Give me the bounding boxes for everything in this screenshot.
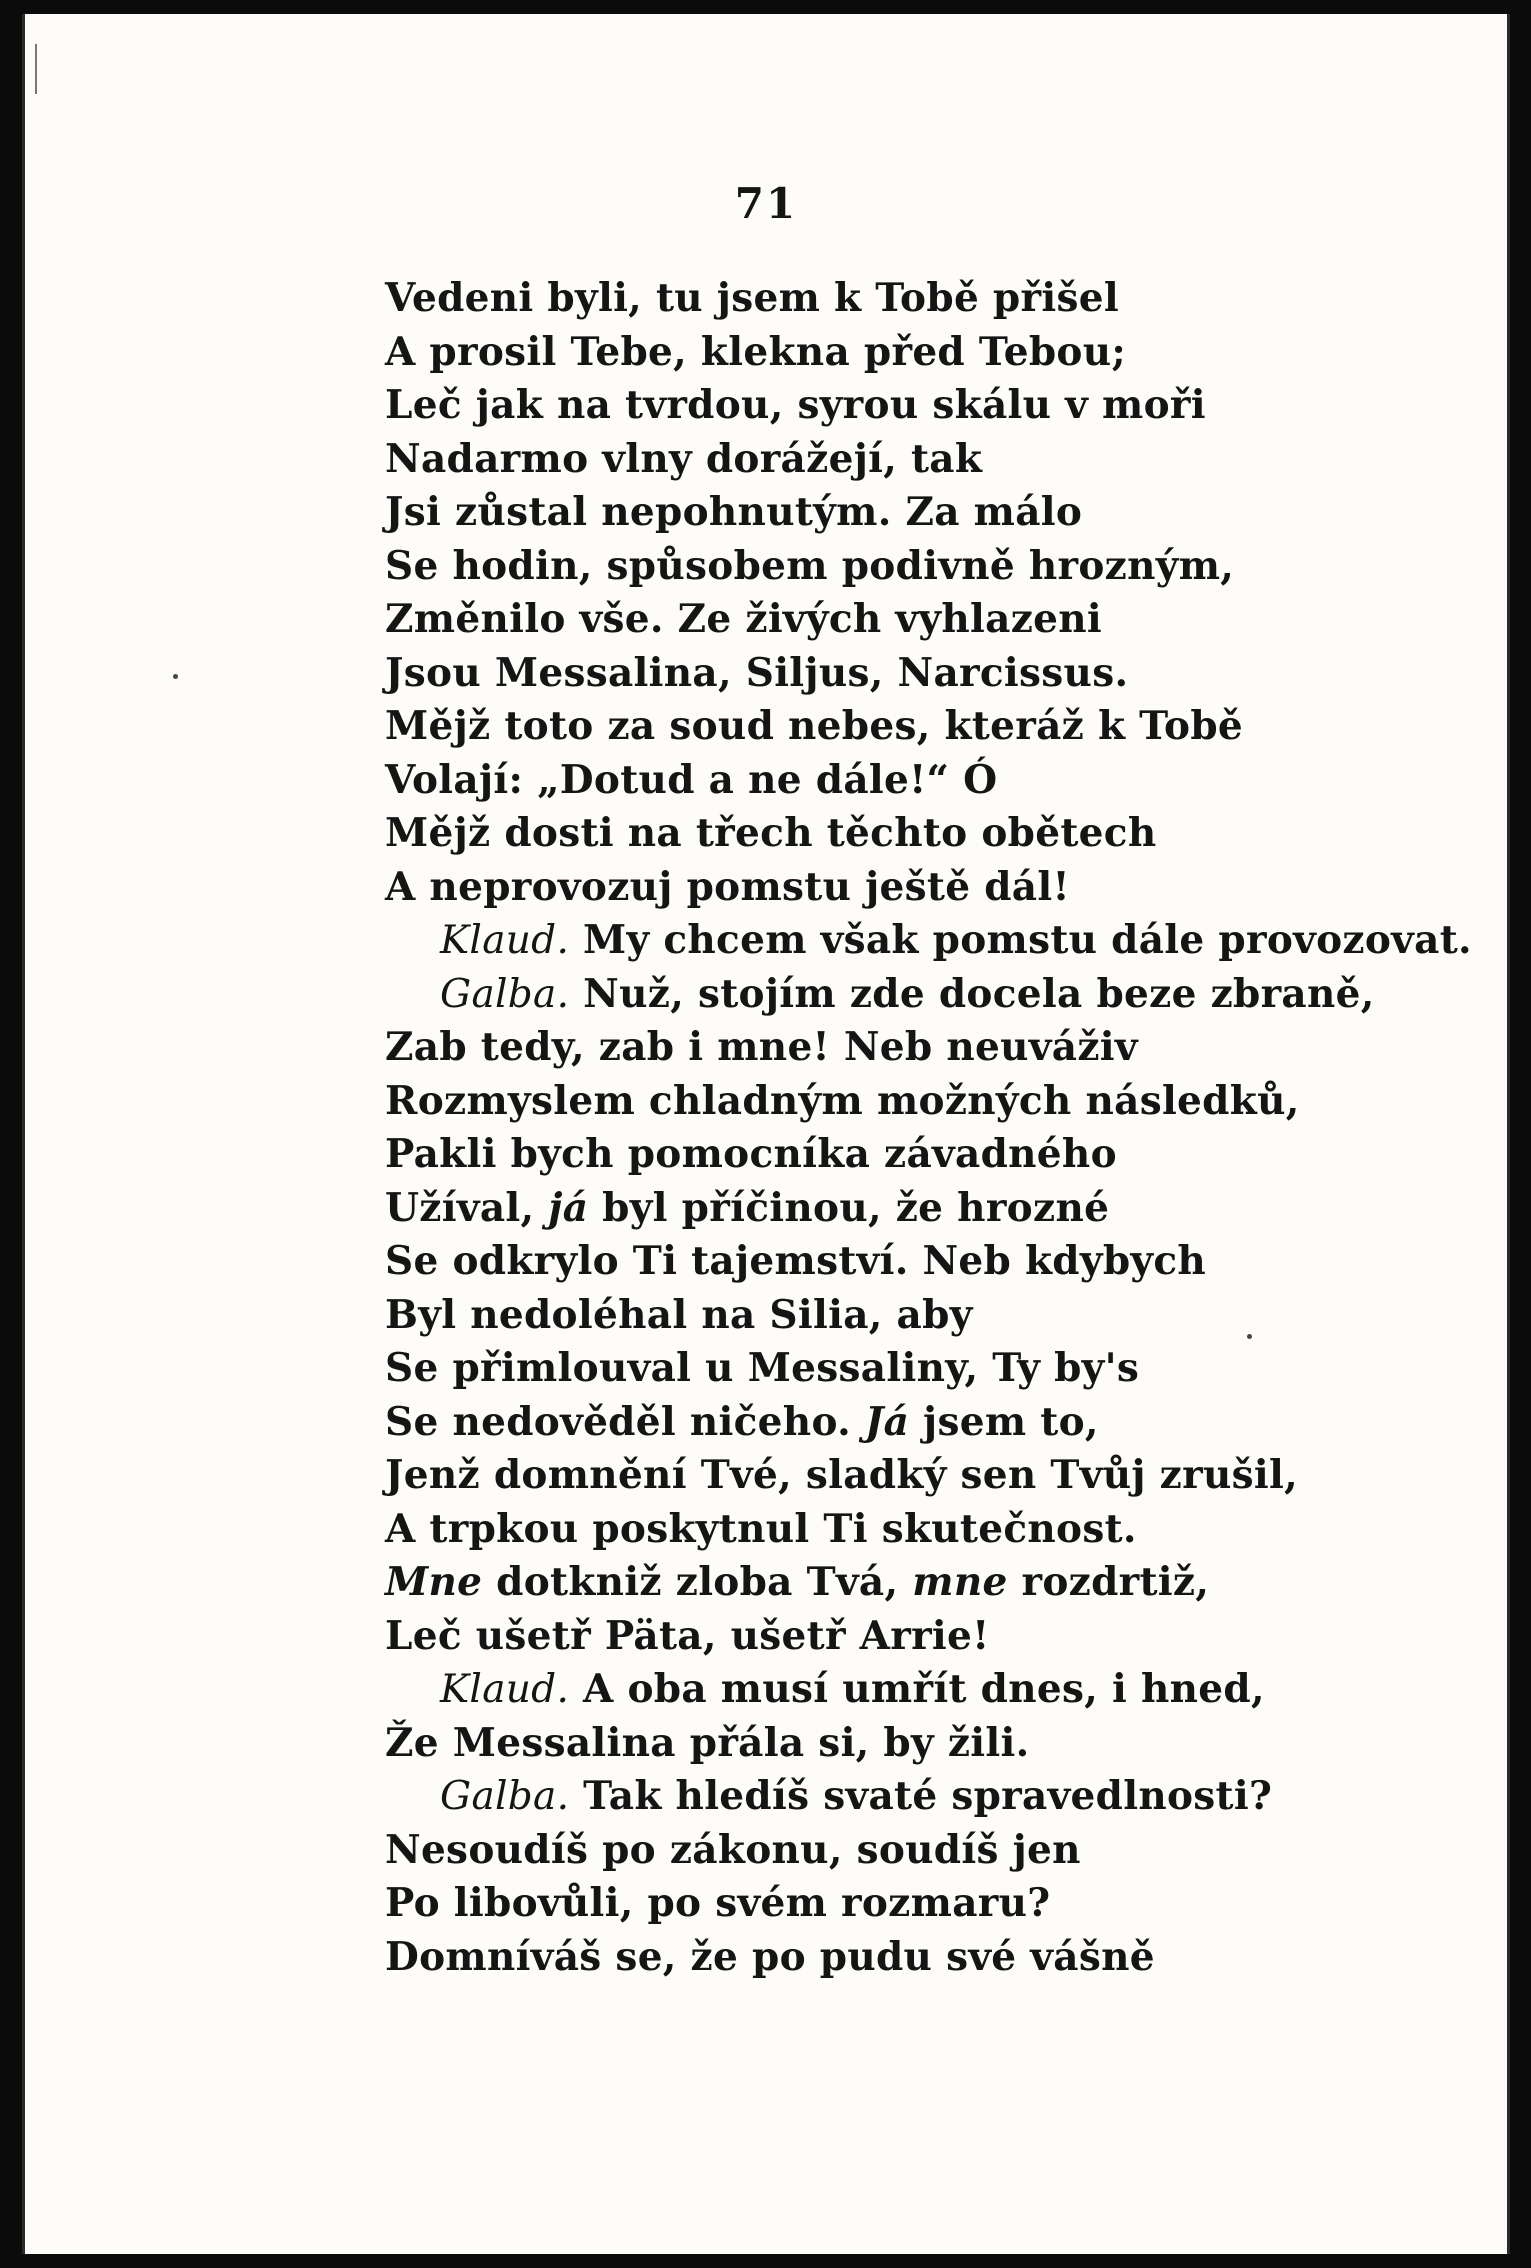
speaker-line: Galba. Tak hledíš svaté spravedlnosti? bbox=[440, 1773, 1273, 1819]
verse-line: Nesoudíš po zákonu, soudíš jen bbox=[385, 1826, 1081, 1873]
verse-line: Užíval, já byl příčinou, že hrozné bbox=[385, 1184, 1110, 1231]
speck bbox=[1247, 1334, 1252, 1339]
speaker-name: Klaud. bbox=[440, 918, 570, 963]
verse-line: Leč ušetř Päta, ušetř Arrie! bbox=[385, 1612, 990, 1659]
speaker-line: Klaud. A oba musí umřít dnes, i hned, bbox=[440, 1666, 1265, 1712]
speaker-name: Klaud. bbox=[440, 1667, 570, 1712]
verse-line: Mějž dosti na třech těchto obětech bbox=[385, 810, 1157, 856]
speaker-line: Galba. Nuž, stojím zde docela beze zbraně, bbox=[440, 970, 1375, 1017]
verse-line: A trpkou poskytnul Ti skutečnost. bbox=[385, 1505, 1137, 1552]
speaker-line: Klaud. My chcem však pomstu dále provozovat. bbox=[440, 917, 1472, 963]
verse-line: Pakli bych pomocníka závadného bbox=[385, 1131, 1117, 1177]
speaker-name: Galba. bbox=[440, 971, 570, 1017]
verse-line: Mějž toto za soud nebes, kteráž k Tobě bbox=[385, 703, 1244, 749]
verse-line: A neprovozuj pomstu ještě dál! bbox=[385, 863, 1070, 910]
book-page bbox=[22, 14, 1510, 2254]
speck bbox=[173, 674, 178, 679]
verse-line: Že Messalina přála si, by žili. bbox=[385, 1719, 1030, 1766]
verse-line: Se nedověděl ničeho. Já jsem to, bbox=[385, 1398, 1099, 1445]
emphasis: mne bbox=[912, 1559, 1008, 1605]
verse-line: Vedeni byli, tu jsem k Tobě přišel bbox=[385, 275, 1119, 321]
verse-line: Se přimlouval u Messaliny, Ty by's bbox=[385, 1345, 1140, 1391]
verse-line: Leč jak na tvrdou, syrou skálu v moři bbox=[385, 382, 1206, 428]
verse-line: Volají: „Dotud a ne dále!“ Ó bbox=[385, 756, 998, 803]
verse-line: Nadarmo vlny dorážejí, tak bbox=[385, 435, 983, 482]
speaker-name: Galba. bbox=[440, 1774, 570, 1819]
verse-line: Rozmyslem chladným možných následků, bbox=[385, 1077, 1300, 1124]
verse-line: A prosil Tebe, klekna před Tebou; bbox=[385, 328, 1127, 375]
verse-line: Byl nedoléhal na Silia, aby bbox=[385, 1291, 973, 1338]
verse-line: Domníváš se, že po pudu své vášně bbox=[385, 1933, 1155, 1980]
verse-line: Jsi zůstal nepohnutým. Za málo bbox=[385, 489, 1083, 535]
page-number: 71 bbox=[734, 179, 798, 228]
verse-line: Mne dotkniž zloba Tvá, mne rozdrtiž, bbox=[385, 1559, 1210, 1605]
verse-line: Jenž domnění Tvé, sladký sen Tvůj zrušil, bbox=[385, 1452, 1298, 1498]
page-edge-mark bbox=[35, 44, 37, 94]
verse-line: Změnilo vše. Ze živých vyhlazeni bbox=[385, 596, 1103, 642]
verse-line: Po libovůli, po svém rozmaru? bbox=[385, 1880, 1051, 1926]
verse-line: Zab tedy, zab i mne! Neb neuváživ bbox=[385, 1024, 1138, 1070]
emphasis: Já bbox=[864, 1398, 910, 1445]
emphasis: Mne bbox=[385, 1559, 483, 1605]
verse-block bbox=[385, 272, 1475, 1984]
verse-line: Se odkrylo Ti tajemství. Neb kdybych bbox=[385, 1238, 1207, 1284]
emphasis: já bbox=[548, 1184, 589, 1231]
verse-line: Jsou Messalina, Siljus, Narcissus. bbox=[385, 649, 1129, 696]
verse-line: Se hodin, spůsobem podivně hrozným, bbox=[385, 542, 1235, 589]
